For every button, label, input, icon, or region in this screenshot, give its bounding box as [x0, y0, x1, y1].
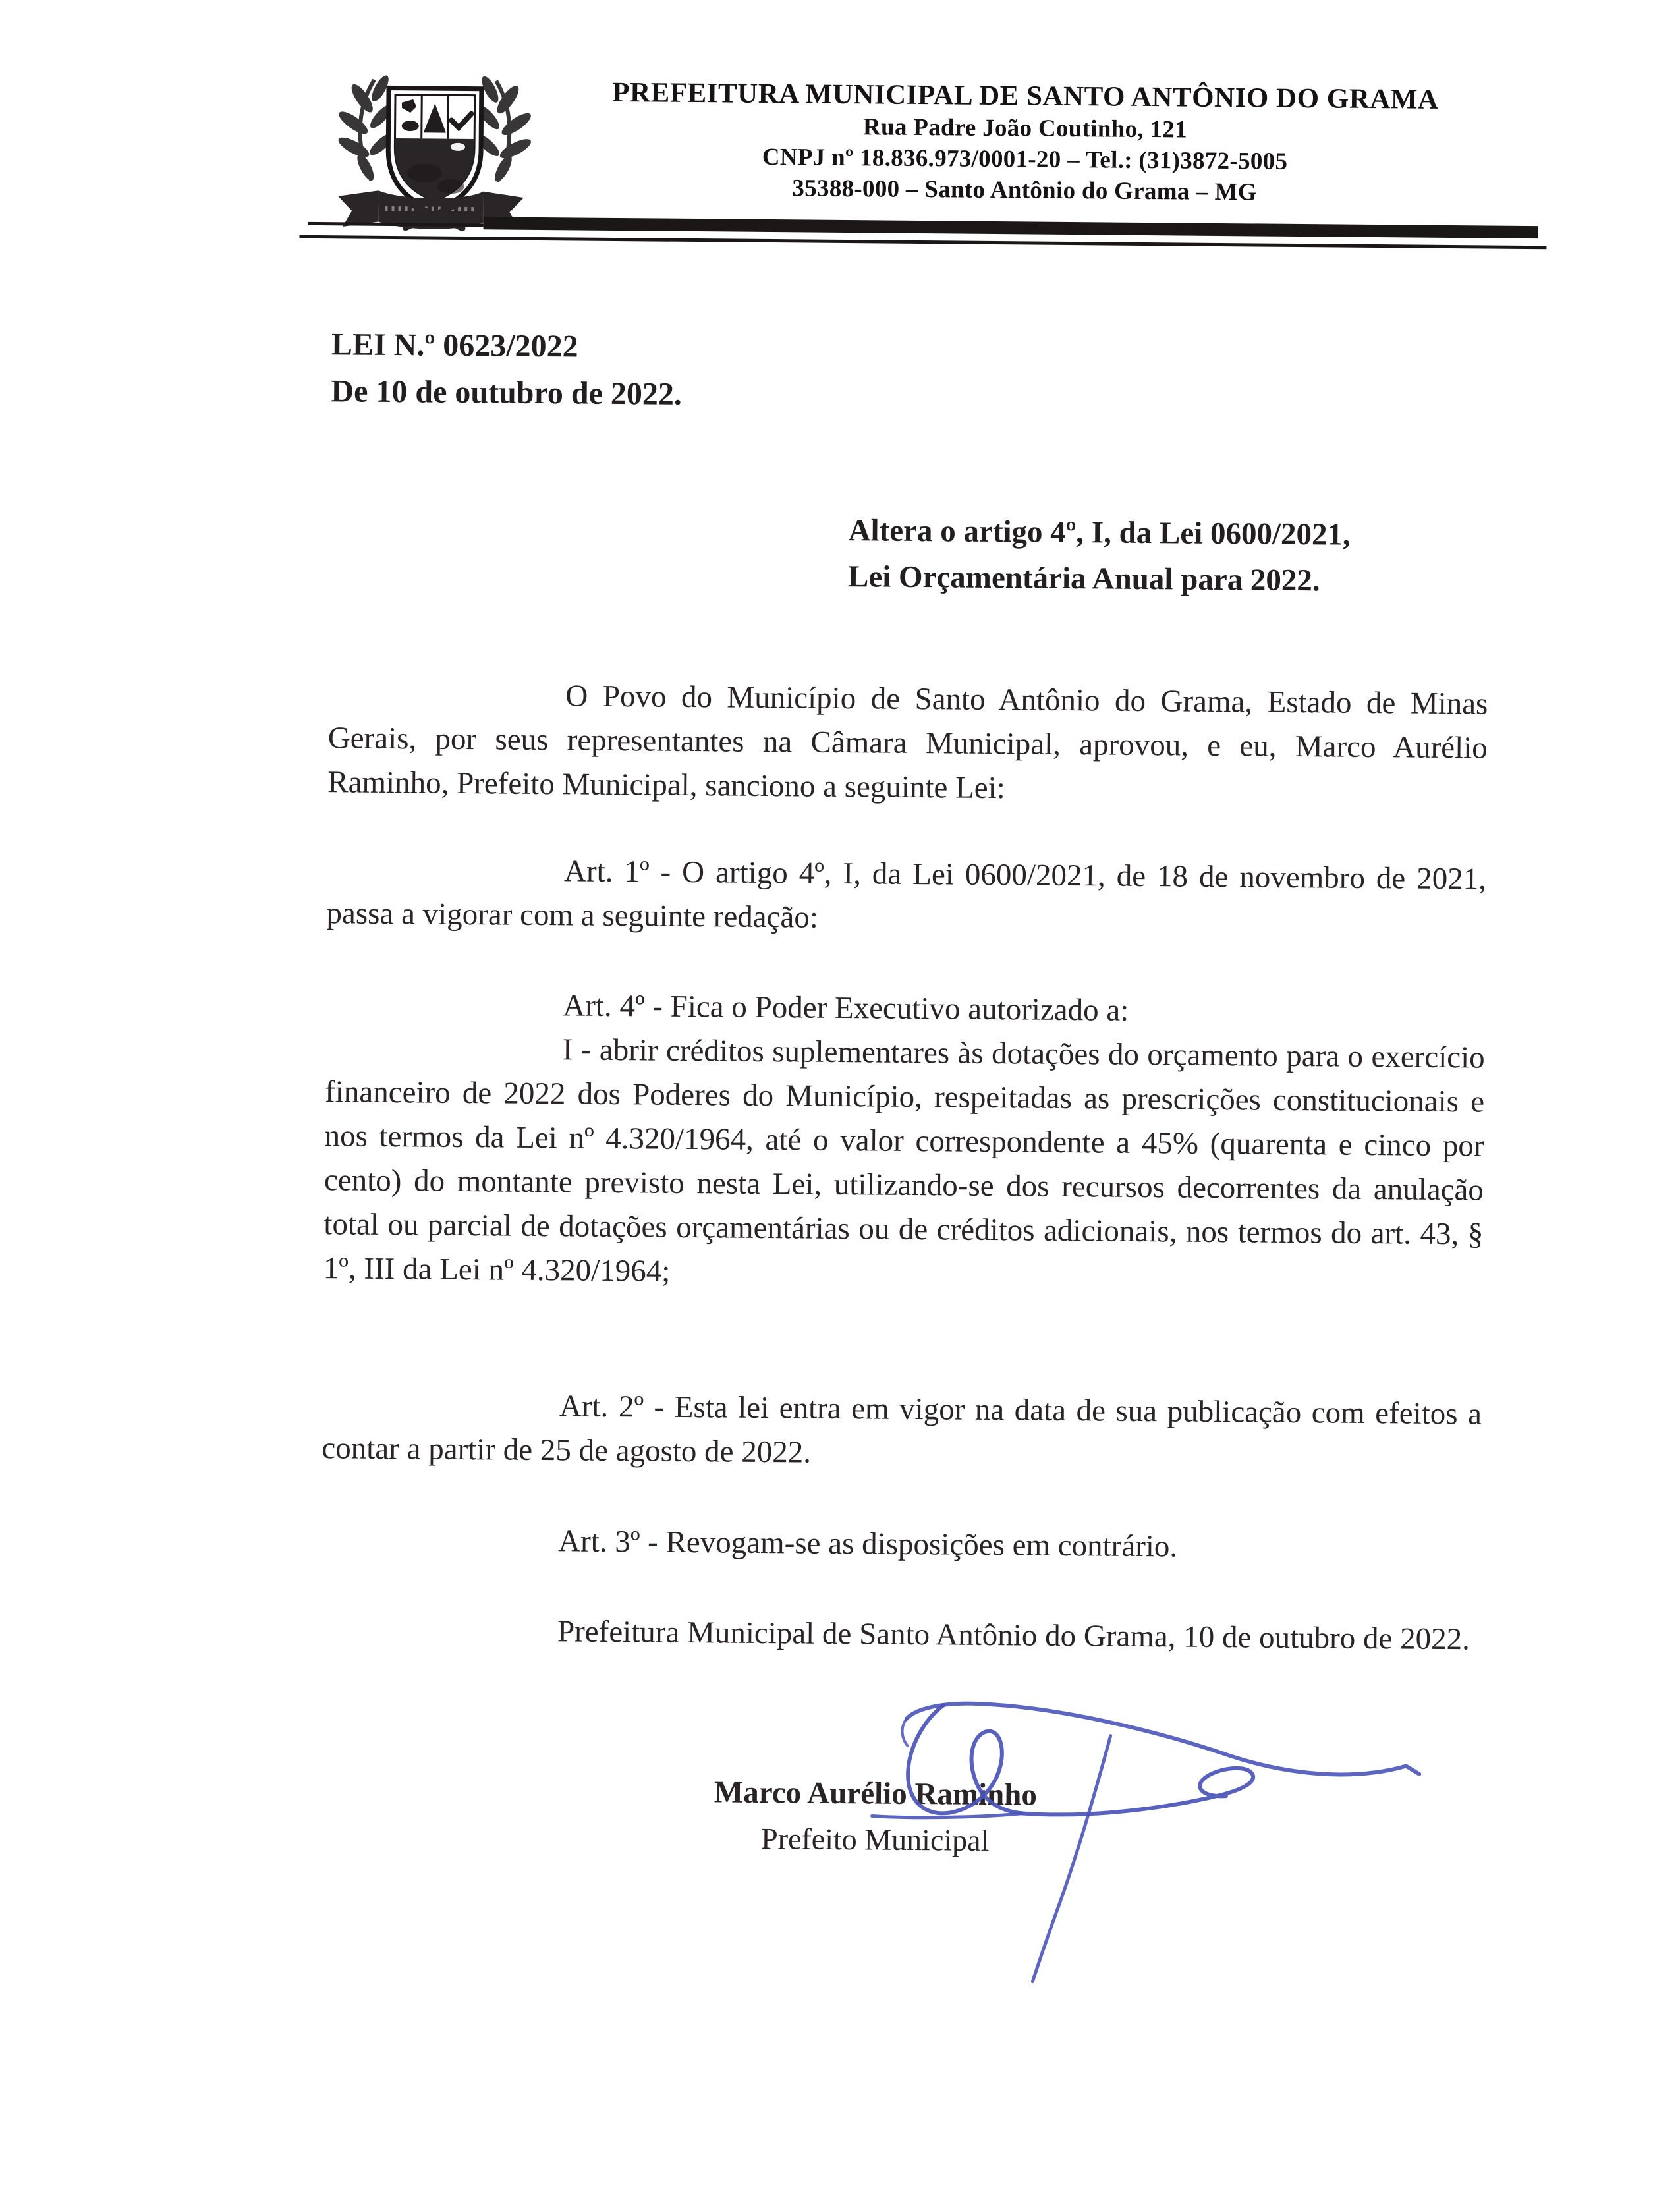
- closing-paragraph: [320, 1608, 1480, 1662]
- article-3-text: Art. 3º - Revogam-se as disposições em contrário.: [557, 1524, 1178, 1564]
- law-number-line: LEI N.º 0623/2022: [331, 327, 578, 364]
- article-1-text: Art. 1º - O artigo 4º, I, da Lei 0600/2021, de 18 de novembro de 2021, passa a vigorar com a seguinte redação:: [326, 854, 1487, 935]
- signatory-title: Prefeito Municipal: [760, 1821, 990, 1858]
- preamble-paragraph: [327, 672, 1488, 814]
- header-divider-thick: [484, 217, 1538, 238]
- letterhead: [557, 76, 1494, 210]
- law-date-line: De 10 de outubro de 2022.: [331, 374, 683, 412]
- law-summary: [848, 507, 1481, 605]
- org-name: PREFEITURA MUNICIPAL DE SANTO ANTÔNIO DO GRAMA: [612, 76, 1439, 115]
- article-4-heading: Art. 4º - Fica o Poder Executivo autorizado a:: [563, 988, 1129, 1028]
- article-4-item-I: I - abrir créditos suplementares às dotações do orçamento para o exercício financeiro de 2022 dos Poderes do Município, respeitadas as prescrições constitucionais e nos termos da Lei nº 4.320/1964, até o valor correspondente a 45% (quarenta e cinco por cento) do montante previsto nesta Lei, utilizando-se dos recursos decorrentes da anulação total ou parcial de dotações orçamentárias ou de créditos adicionais, nos termos do art. 43, § 1º, III da Lei nº 4.320/1964;: [323, 1032, 1485, 1289]
- coat-of-arms-emblem: [315, 59, 548, 234]
- org-cnpj-tel: CNPJ nº 18.836.973/0001-20 – Tel.: (31)3872-5005: [762, 143, 1288, 175]
- preamble-text: O Povo do Município de Santo Antônio do Grama, Estado de Minas Gerais, por seus representantes na Câmara Municipal, aprovou, e eu, Marco Aurélio Raminho, Prefeito Municipal, sanciono a seguinte Lei:: [327, 679, 1488, 806]
- article-2-paragraph: [322, 1382, 1482, 1480]
- article-3-paragraph: [321, 1517, 1481, 1571]
- article-1-paragraph: [326, 847, 1486, 945]
- closing-text: Prefeitura Municipal de Santo Antônio do Grama, 10 de outubro de 2022.: [557, 1614, 1470, 1657]
- org-city: 35388-000 – Santo Antônio do Grama – MG: [792, 175, 1258, 206]
- law-summary-line-2: Lei Orçamentária Anual para 2022.: [847, 559, 1320, 598]
- header-divider-thin: [299, 235, 1546, 250]
- law-heading: [331, 321, 683, 418]
- signature-ink: [860, 1688, 1456, 1996]
- article-4-block: [323, 982, 1486, 1301]
- signatory-name: Marco Aurélio Raminho: [714, 1775, 1038, 1812]
- shield-icon: [387, 88, 481, 210]
- article-2-text: Art. 2º - Esta lei entra em vigor na data de sua publicação com efeitos a contar a partir de 25 de agosto de 2022.: [322, 1389, 1482, 1470]
- org-address: Rua Padre João Coutinho, 121: [862, 113, 1188, 144]
- law-summary-line-1: Altera o artigo 4º, I, da Lei 0600/2021,: [848, 513, 1351, 552]
